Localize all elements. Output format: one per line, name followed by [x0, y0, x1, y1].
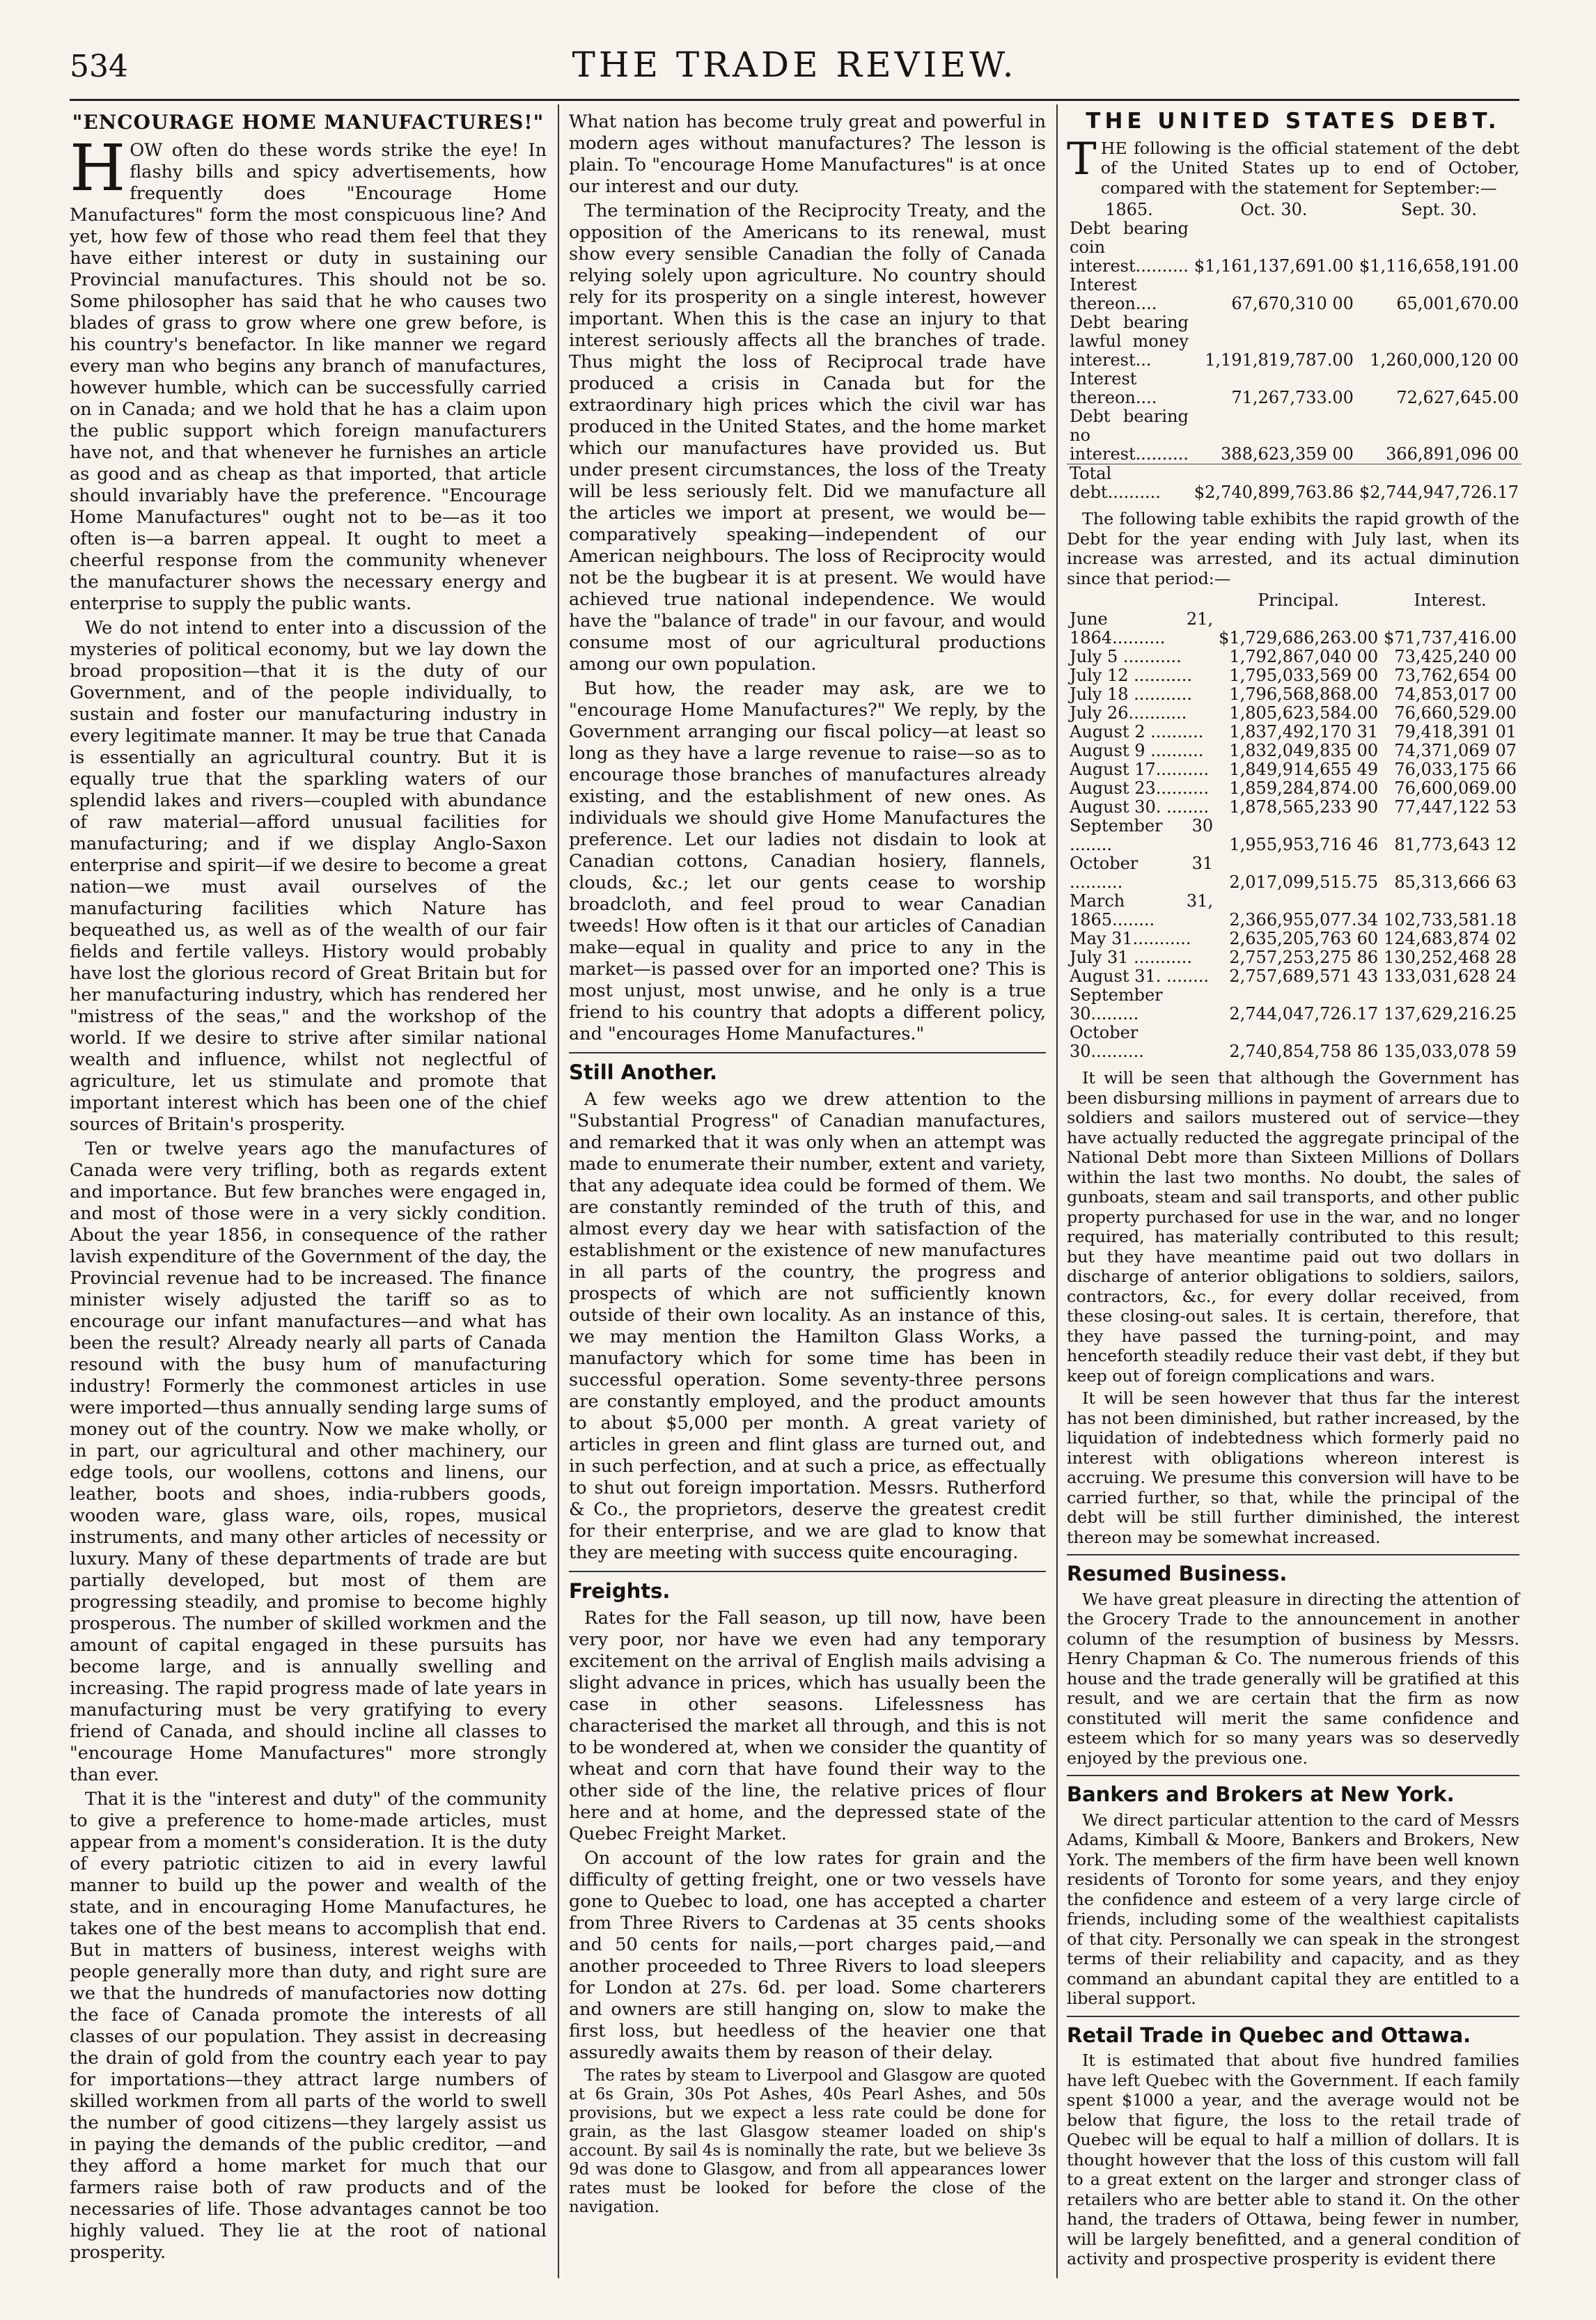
row-label: Debt bearing lawful money interest... — [1070, 313, 1189, 370]
section-rule — [1067, 2016, 1519, 2017]
article-paragraph: What nation has become truly great and powerful in modern ages without manufactures? The lesson is plain. To "encourage Home Manufactures" is at once our interest and our duty. — [569, 111, 1046, 197]
row-label: August 17.......... — [1070, 760, 1210, 779]
debt-table-body — [1067, 219, 1521, 502]
table-row — [1067, 723, 1519, 742]
row-label: October 30.......... — [1070, 1023, 1144, 1061]
drop-cap: T — [1067, 133, 1097, 185]
heading-resumed-business: Resumed Business. — [1067, 1562, 1288, 1585]
table-cell: 2,757,689,571 43 — [1229, 966, 1379, 986]
table-cell: 79,418,391 01 — [1394, 722, 1517, 742]
row-label: Debt bearing no interest.......... — [1070, 407, 1189, 464]
table-cell: 1,859,284,874.00 — [1229, 778, 1379, 798]
article-paragraph: The termination of the Reciprocity Treaty, and the opposition of the Americans to its renewal, must show every sensible Canadian the folly of Canada relying solely upon agriculture. No country should rely for its prosperity on a single interest, however important. When this is the case an injury to that interest seriously affects all the branches of trade. Thus might the loss of Reciprocal trade have produced a crisis in Canada but for the extraordinary high prices which the civil war has produced in the United States, and the home market which our manufactures have provided us. But under present circumstances, the loss of the Treaty will be less seriously felt. Did we manufacture all the articles we import at present, we would be—comparatively speaking—independent of our American neighbours. The loss of Reciprocity would not be the bugbear it is at present. We would have achieved true national independence. We would have the "balance of trade" in our favour, and would consume most of our agricultural productions among our own population. — [569, 201, 1046, 675]
row-label: August 9 .......... — [1070, 741, 1204, 760]
table-header — [1067, 591, 1216, 610]
table-cell: 1,832,049,835 00 — [1229, 741, 1379, 760]
table-cell: $71,737,416.00 — [1384, 628, 1517, 648]
article-paragraph: A few weeks ago we drew attention to the "Substantial Progress" of Canadian manufactures, and remarked that it was only when an attempt was made to enumerate their number, extent and variety, that any adequate idea could be formed of them. We are constantly reminded of the truth of this, and almost every day we hear with satisfaction of the establishment or the existence of new manufactures in all parts of the country, the progress and prospects of which are not sufficiently known outside of their own locality. As an instance of this, we may mention the Hamilton Glass Works, a manufactory which for some time has been in successful operation. Some seventy-three persons are constantly employed, and the product amounts to about $5,000 per month. A great variety of articles in green and flint glass are turned out, and in such perfection, and at such a price, as effectually to shut out foreign importation. Messrs. Rutherford & Co., the proprietors, deserve the greatest credit for their enterprise, and we are glad to know that they are meeting with success quite encouraging. — [569, 1089, 1046, 1563]
table-row — [1067, 854, 1519, 892]
page-number: 534 — [70, 49, 128, 84]
table-cell: 1,260,000,120 00 — [1370, 350, 1519, 370]
table-cell: $1,729,686,263.00 — [1219, 628, 1379, 648]
table-header: 1865. — [1105, 200, 1153, 219]
row-label: July 12 ........... — [1070, 666, 1193, 685]
table-cell: 1,191,819,787.00 — [1205, 350, 1354, 370]
row-label: March 31, 1865........ — [1070, 891, 1214, 930]
article-paragraph: Ten or twelve years ago the manufactures of Canada were very trifling, both as regards extent and importance. But few branches were engaged in, and most of those were in a very sickly condition. About the year 1856, in consequence of the rather lavish expenditure of the Government of the day, the Provincial revenue had to be increased. The finance minister wisely adjusted the tariff so as to encourage our infant manufactures—and what has been the result? Already nearly all parts of Canada resound with the busy hum of manufacturing industry! Formerly the commonest articles in use were imported—thus annually sending large sums of money out of the country. Now we make wholly, or in part, our agricultural and other machinery, our edge tools, our woollens, cottons and linens, our leather, boots and shoes, india-rubbers goods, wooden ware, glass ware, oils, ropes, musical instruments, and many other articles of necessity or luxury. Many of these departments of trade are but partially developed, but most of them are progressing steadily, and promise to become highly prosperous. The number of skilled workmen and the amount of capital engaged in these pursuits has become large, and is annually swelling and increasing. The rapid progress made of late years in manufacturing must be very gratifying to every friend of Canada, and should incline all classes to "encourage Home Manufactures" more strongly than ever. — [70, 1138, 547, 1785]
article-paragraph — [70, 131, 547, 615]
table-row — [1067, 219, 1521, 276]
table-row — [1067, 370, 1521, 407]
column-divider — [558, 104, 559, 2278]
row-label: Total debt.......... — [1067, 464, 1191, 503]
table-cell: 2,757,253,275 86 — [1229, 948, 1379, 967]
row-label: Interest thereon.... — [1070, 369, 1157, 407]
masthead-title: THE TRADE REVIEW. — [572, 45, 1017, 85]
column-1 — [70, 111, 547, 2266]
article-paragraph: We direct particular attention to the card of Messrs Adams, Kimball & Moore, Bankers and Brokers, New York. The members of the firm have been well known residents of Toronto for some years, and they enjoy the confidence and esteem of a very large circle of friends, including some of the wealthiest capitalists of that city. Personally we can speak in the strongest terms of their reliability and capacity, and as they command an abundant capital they are entitled to a liberal support. — [1067, 1810, 1519, 2008]
table-cell: 1,837,492,170 31 — [1229, 722, 1379, 742]
paragraph-text: OW often do these words strike the eye! In flashy bills and spicy advertisements, how frequently does "Encourage Home Manufactures" form the most conspicuous line? And yet, how few of those who read them feel that they have either interest or duty in sustaining our Provincial manufactures. This should not be so. Some philosopher has said that he who causes two blades of grass to grow where one grew before, is his country's benefactor. In like manner we regard every man who begins any branch of manufactures, however humble, which can be successfully carried on in Canada; and we hold that he has a claim upon the public support which foreign manufacturers have not, and that whenever he furnishes an article as good and as cheap as that imported, that article should invariably have the preference. "Encourage Home Manufactures" ought not to be—as it too often is—a barren appeal. It ought to meet a cheerful response from the community whenever the manufacturer shows the necessary energy and enterprise to supply the public wants. — [70, 140, 547, 614]
table-cell: 102,733,581.18 — [1384, 910, 1517, 930]
row-label: September 30......... — [1070, 985, 1163, 1024]
table-header: Sept. 30. — [1400, 200, 1477, 219]
table-cell: 1,878,565,233 90 — [1229, 797, 1379, 817]
table-cell: 133,031,628 24 — [1384, 966, 1517, 986]
article-paragraph: The following table exhibits the rapid growth of the Debt for the year ending with July last, when its increase was arrested, and its actual diminution since that period:— — [1067, 509, 1519, 588]
row-label: July 31 ........... — [1070, 948, 1193, 967]
table-row — [1067, 930, 1519, 948]
heading-retail-trade: Retail Trade in Quebec and Ottawa. — [1067, 2023, 1471, 2047]
table-row — [1067, 1024, 1519, 1061]
row-label: October 31 .......... — [1070, 854, 1214, 892]
table-cell: 73,425,240 00 — [1394, 647, 1517, 666]
table-cell: 2,635,205,763 60 — [1229, 929, 1379, 948]
table-cell: $2,740,899,763.86 — [1191, 464, 1356, 503]
table-row — [1067, 313, 1521, 370]
row-label: Debt bearing coin interest.......... — [1070, 219, 1189, 276]
table-cell: 76,033,175 66 — [1394, 760, 1517, 779]
article-paragraph — [1067, 133, 1519, 198]
table-cell: 1,955,953,716 46 — [1229, 835, 1379, 854]
table-cell: 77,447,122 53 — [1394, 797, 1517, 817]
row-label: August 30. ........ — [1070, 797, 1210, 817]
table-cell: 1,795,033,569 00 — [1229, 666, 1379, 685]
row-label: July 5 ........... — [1070, 647, 1182, 666]
article-paragraph: We do not intend to enter into a discussion of the mysteries of political economy, but we lay down the broad proposition—that it is the duty of our Government, and of the people individually, to sustain and foster our manufacturing industry in every legitimate manner. It may be true that Canada is essentially an agricultural country. But it is equally true that the sparkling waters of our splendid lakes and rivers—coupled with abundance of raw material—afford unusual facilities for manufacturing; and if we display Anglo-Saxon enterprise and spirit—if we desire to become a great nation—we must avail ourselves of the manufacturing facilities which Nature has bequeathed us, as well as of the wealth of our fair fields and fertile valleys. History would probably have lost the glorious record of Great Britain but for her manufacturing industry, which has rendered her "mistress of the seas," and the workshop of the world. If we desire to strive after similar national wealth and influence, whilst not neglectful of agriculture, let us stimulate and promote that important interest which has been one of the chief sources of Britain's prosperity. — [70, 618, 547, 1135]
table-header: Interest. — [1414, 590, 1487, 610]
table-cell: 135,033,078 59 — [1384, 1042, 1517, 1061]
drop-cap: H — [70, 131, 126, 205]
table-header-row — [1067, 201, 1521, 219]
column-divider — [1056, 104, 1058, 2278]
table-cell: 2,744,047,726.17 — [1229, 1004, 1379, 1024]
row-label: August 31. ........ — [1070, 966, 1210, 986]
table-header: Principal. — [1258, 590, 1340, 610]
heading-bankers-brokers: Bankers and Brokers at New York. — [1067, 1782, 1455, 1806]
table-header-row — [1067, 591, 1519, 610]
table-cell: 130,252,468 28 — [1384, 948, 1517, 967]
row-label: July 18 ........... — [1070, 684, 1193, 704]
table-cell: 76,660,529.00 — [1394, 703, 1517, 723]
row-label: July 26........... — [1070, 703, 1187, 723]
table-cell: 388,623,359 00 — [1221, 444, 1354, 464]
article-paragraph: It will be seen that although the Government has been disbursing millions in payment of arrears due to soldiers and sailors mustered out of service—they have actually reducted the aggregate principal of the National Debt more than Sixteen Millions of Dollars within the last two months. No doubt, the sales of gunboats, steam and sail transports, and other public property purchased for use in the war, and no longer required, has materially contributed to this result; but they have meantime paid out two dollars in discharge of anterior obligations to soldiers, sailors, contractors, &c., for every dollar received, from these closing-out sales. It is certain, therefore, that they have passed the turning-point, and may henceforth steadily reduce their vast debt, if they but keep out of foreign complications and wars. — [1067, 1068, 1519, 1386]
table-row — [1067, 986, 1519, 1024]
table-row — [1067, 760, 1519, 779]
table-cell: 124,683,874 02 — [1384, 929, 1517, 948]
heading-still-another: Still Another. — [569, 1060, 718, 1084]
table-cell: 67,670,310 00 — [1231, 294, 1354, 313]
table-cell: 2,740,854,758 86 — [1229, 1042, 1379, 1061]
table-cell: 76,600,069.00 — [1394, 778, 1517, 798]
paragraph-text: HE following is the official statement of the debt of the United States up to end of October, compared with the statement for September:— — [1100, 138, 1519, 198]
table-cell: 65,001,670.00 — [1396, 294, 1519, 313]
article-paragraph: That it is the "interest and duty" of the community to give a preference to home-made articles, must appear from a moment's consideration. It is the duty of every patriotic citizen to aid in every lawful manner to build up the power and wealth of the state, and in encouraging Home Manufactures, he takes one of the best means to accomplish that end. But in matters of business, interest weighs with people generally more than duty, and right sure are we that the hundreds of manufactories now dotting the face of Canada promote the interests of all classes of our population. They assist in decreasing the drain of gold from the country each year to pay for importations—they attract large numbers of skilled workmen from all parts of the world to swell the number of good citizens—they largely assist us in paying the demands of the public creditor, —and they afford a home market for much that our farmers raise both of raw products and of the necessaries of life. Those advantages cannot be too highly valued. They lie at the root of national prosperity. — [70, 1789, 547, 2263]
header-rule — [70, 99, 1519, 101]
table-cell: $2,744,947,726.17 — [1356, 464, 1521, 503]
article-title-home-manufactures: "ENCOURAGE HOME MANUFACTURES!" — [72, 111, 545, 134]
table-row — [1067, 685, 1519, 704]
table-cell: 81,773,643 12 — [1394, 835, 1517, 854]
table-row — [1067, 817, 1519, 854]
column-2 — [569, 111, 1046, 2220]
table-cell: 2,017,099,515.75 — [1229, 872, 1379, 892]
debt-table — [1067, 201, 1521, 502]
table-cell: $1,161,137,691.00 — [1194, 256, 1354, 276]
table-cell: 85,313,666 63 — [1394, 872, 1517, 892]
table-row — [1067, 798, 1519, 817]
row-label: August 2 .......... — [1070, 722, 1204, 742]
table-row — [1067, 276, 1521, 313]
article-paragraph: We have great pleasure in directing the attention of the Grocery Trade to the announcement in another column of the resumption of business by Messrs. Henry Chapman & Co. The numerous friends of this house and the trade generally will be gratified at this result, and we are certain that the firm as now constituted will merit the same confidence and esteem which for so many years was so deservedly enjoyed by the previous one. — [1067, 1589, 1519, 1768]
row-label: September 30 ........ — [1070, 816, 1214, 854]
table-row — [1067, 779, 1519, 798]
table-cell: 1,796,568,868.00 — [1229, 684, 1379, 704]
table-cell: 366,891,096 00 — [1386, 444, 1519, 464]
table-row — [1067, 407, 1521, 464]
column-3 — [1067, 111, 1519, 2272]
article-paragraph: It is estimated that about five hundred families have left Quebec with the Government. If each family spent $1000 a year, and the average would not be below that figure, the loss to the retail trade of Quebec will be equal to half a million of dollars. It is thought however that the loss of this custom will fall to a great extent on the larger and stronger class of retailers who are better able to stand it. On the other hand, the traders of Ottawa, being fewer in number, will be largely benefitted, and a general condition of activity and prospective prosperity is evident there — [1067, 2051, 1519, 2268]
article-paragraph: But how, the reader may ask, are we to "encourage Home Manufactures?" We reply, by the Government arranging our fiscal policy—at least so long as they have a large revenue to raise—so as to encourage those branches of manufactures already existing, and the establishment of new ones. As individuals we should give Home Manufactures the preference. Let our ladies not disdain to look at Canadian cottons, Canadian hosiery, flannels, clouds, &c.; let our gents cease to worship broadcloth, and feel proud to wear Canadian tweeds! How often is it that our articles of Canadian make—equal in quality and price to any in the market—is passed over for an imported one? This is most unjust, most unwise, and he only is a true friend to his country that adopts a different policy, and "encourages Home Manufactures." — [569, 678, 1046, 1044]
table-cell: 74,853,017 00 — [1394, 684, 1517, 704]
heading-freights: Freights. — [569, 1579, 671, 1603]
row-label: August 23.......... — [1070, 778, 1210, 798]
section-rule — [569, 1052, 1046, 1053]
table-row — [1067, 666, 1519, 685]
table-cell: 73,762,654 00 — [1394, 666, 1517, 685]
table-cell: 72,627,645.00 — [1396, 388, 1519, 407]
table-cell: 71,267,733.00 — [1231, 388, 1354, 407]
table-cell: 1,849,914,655 49 — [1229, 760, 1379, 779]
row-label: Interest thereon.... — [1070, 275, 1157, 313]
page-header — [70, 45, 1519, 93]
section-rule — [1067, 1554, 1519, 1555]
section-rule — [569, 1571, 1046, 1572]
row-label: June 21, 1864.......... — [1070, 609, 1214, 648]
article-paragraph: The rates by steam to Liverpool and Glasgow are quoted at 6s Grain, 30s Pot Ashes, 40s Pearl Ashes, and 50s provisions, but we expect a less rate could be done for grain, as the last Glasgow steamer loaded on ship's account. By sail 4s is nominally the rate, but we believe 3s 9d was done to Glasgow, and from all appearances lower rates must be looked for before the close of the navigation. — [569, 2067, 1046, 2216]
table-header: Oct. 30. — [1240, 200, 1308, 219]
table-row — [1067, 967, 1519, 986]
article-paragraph: On account of the low rates for grain and the difficulty of getting freight, one or two vessels have gone to Quebec to load, one has accepted a charter from Three Rivers to Cardenas at 35 cents shooks and 50 cents for nails,—port charges paid,—and another proceeded to Three Rivers to load sleepers for London at 27s. 6d. per load. Some charterers and owners are still hanging on, slow to make the first loss, but heedless of the heavier one that assuredly awaits them by reason of their delay. — [569, 1848, 1046, 2063]
table-row — [1067, 892, 1519, 930]
table-cell: 137,629,216.25 — [1384, 1004, 1517, 1024]
table-cell: $1,116,658,191.00 — [1359, 256, 1519, 276]
section-rule — [1067, 1775, 1519, 1776]
growth-table — [1067, 591, 1519, 1061]
table-row — [1067, 610, 1519, 648]
growth-table-body — [1067, 610, 1519, 1061]
table-cell: 1,805,623,584.00 — [1229, 703, 1379, 723]
table-cell: 74,371,069 07 — [1394, 741, 1517, 760]
table-row — [1067, 704, 1519, 723]
table-row — [1067, 648, 1519, 666]
table-cell: 2,366,955,077.34 — [1229, 910, 1379, 930]
table-cell: 1,792,867,040 00 — [1229, 647, 1379, 666]
article-paragraph: It will be seen however that thus far the interest has not been diminished, but rather increased, by the liquidation of indebtedness which formerly paid no interest with obligations whereon interest is accruing. We presume this conversion will have to be carried further, so that, while the principal of the debt will be still further diminished, the interest thereon may be somewhat increased. — [1067, 1388, 1519, 1547]
table-row — [1067, 948, 1519, 967]
article-title-us-debt: THE UNITED STATES DEBT. — [1086, 109, 1501, 134]
table-row — [1067, 464, 1521, 503]
row-label: May 31........... — [1070, 929, 1191, 948]
article-paragraph: Rates for the Fall season, up till now, have been very poor, nor have we even had any temporary excitement on the arrival of English mails advising a slight advance in prices, which has usually been the case in other seasons. Lifelessness has characterised the market all through, and this is not to be wondered at, when we consider the quantity of wheat and corn that have found their way to the other side of the line, the relative prices of flour here and at home, and the depressed state of the Quebec Freight Market. — [569, 1608, 1046, 1844]
table-row — [1067, 742, 1519, 760]
